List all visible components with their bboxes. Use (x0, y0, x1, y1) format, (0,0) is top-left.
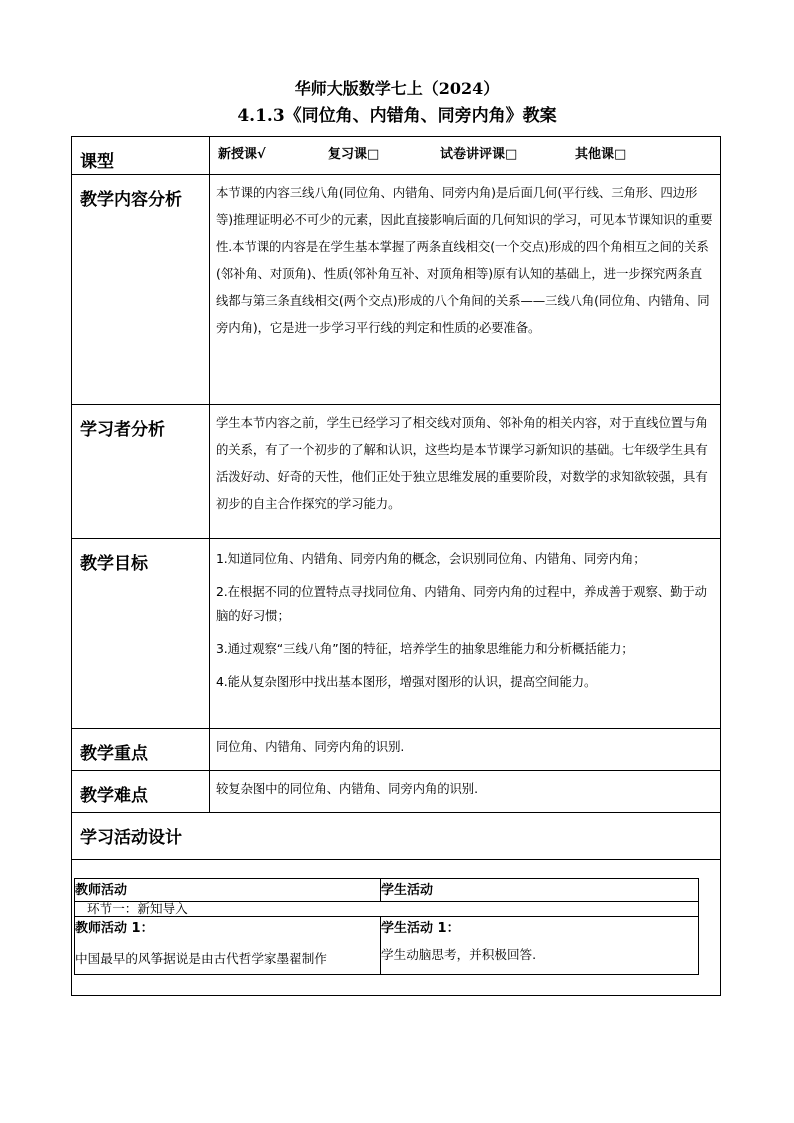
activity-table (74, 878, 699, 975)
learner-analysis-label: 学习者分析 (72, 405, 210, 539)
key-points-row (72, 729, 721, 771)
activity-design-title: 学习活动设计 (72, 813, 721, 860)
lesson-type-options (210, 137, 721, 175)
difficulties-label: 教学难点 (72, 771, 210, 813)
learner-analysis-row (72, 405, 721, 539)
content-analysis-row (72, 175, 721, 405)
student-activity-title: 学生活动 1： (381, 921, 460, 936)
teacher-activity-header: 教师活动 (75, 879, 381, 902)
key-points-label: 教学重点 (72, 729, 210, 771)
learner-analysis-text: 学生本节内容之前，学生已经学习了相交线对顶角、邻补角的相关内容，对于直线位置与角的关系，有了一个初步的了解和认识，这些均是本节课学习新知识的基础。七年级学生具有活泼好动、好奇的天性，他们正处于独立思维发展的重要阶段，对数学的求知欲较强，具有初步的自主合作探究的学习能力。 (210, 405, 721, 539)
stage-label: 环节一：新知导入 (75, 902, 699, 917)
document-title-line1: 华师大版数学七上（2024） (294, 79, 500, 98)
objective-item: 1.知道同位角、内错角、同旁内角的概念，会识别同位角、内错角、同旁内角； (216, 551, 646, 566)
lesson-plan-table (71, 136, 721, 996)
activity-design-cell (72, 860, 721, 996)
lesson-type-option: 新授课√ (218, 147, 266, 162)
teacher-activity-title: 教师活动 1： (75, 921, 154, 936)
objectives-row (72, 539, 721, 729)
lesson-type-label: 课型 (72, 137, 210, 175)
content-analysis-label: 教学内容分析 (72, 175, 210, 405)
activity-design-row (72, 860, 721, 996)
lesson-type-option: 复习课□ (328, 147, 380, 162)
lesson-type-row (72, 137, 721, 175)
objectives-list (210, 539, 721, 729)
teacher-activity-cell (75, 917, 381, 975)
lesson-type-option: 其他课□ (575, 147, 627, 162)
student-activity-header: 学生活动 (381, 879, 699, 902)
student-activity-cell (381, 917, 699, 975)
difficulties-row (72, 771, 721, 813)
objective-item: 4.能从复杂图形中找出基本图形，增强对图形的认识，提高空间能力。 (216, 674, 597, 689)
key-points-text: 同位角、内错角、同旁内角的识别. (210, 729, 721, 771)
activity-design-title-row (72, 813, 721, 860)
document-title-line2: 4.1.3《同位角、内错角、同旁内角》教案 (237, 106, 557, 126)
teacher-activity-text: 中国最早的风筝据说是由古代哲学家墨翟制作 (75, 951, 327, 966)
student-activity-text: 学生动脑思考，并积极回答. (381, 947, 537, 962)
objective-item: 2.在根据不同的位置特点寻找同位角、内错角、同旁内角的过程中，养成善于观察、勤于动脑的好习惯； (216, 584, 707, 623)
lesson-type-option: 试卷讲评课□ (440, 147, 518, 162)
difficulties-text: 较复杂图中的同位角、内错角、同旁内角的识别. (210, 771, 721, 813)
objectives-label: 教学目标 (72, 539, 210, 729)
objective-item: 3.通过观察“三线八角”图的特征，培养学生的抽象思维能力和分析概括能力； (216, 641, 634, 656)
content-analysis-text: 本节课的内容三线八角(同位角、内错角、同旁内角)是后面几何(平行线、三角形、四边形等)推理证明必不可少的元素，因此直接影响后面的几何知识的学习，可见本节课知识的重要性.本节课的内容是在学生基本掌握了两条直线相交(一个交点)形成的四个角相互之间的关系(邻补角、对顶角)、性质(邻补角互补、对顶角相等)原有认知的基础上，进一步探究两条直线都与第三条直线相交(两个交点)形成的八个角间的关系——三线八角(同位角、内错角、同旁内角)，它是进一步学习平行线的判定和性质的必要准备。 (210, 175, 721, 405)
